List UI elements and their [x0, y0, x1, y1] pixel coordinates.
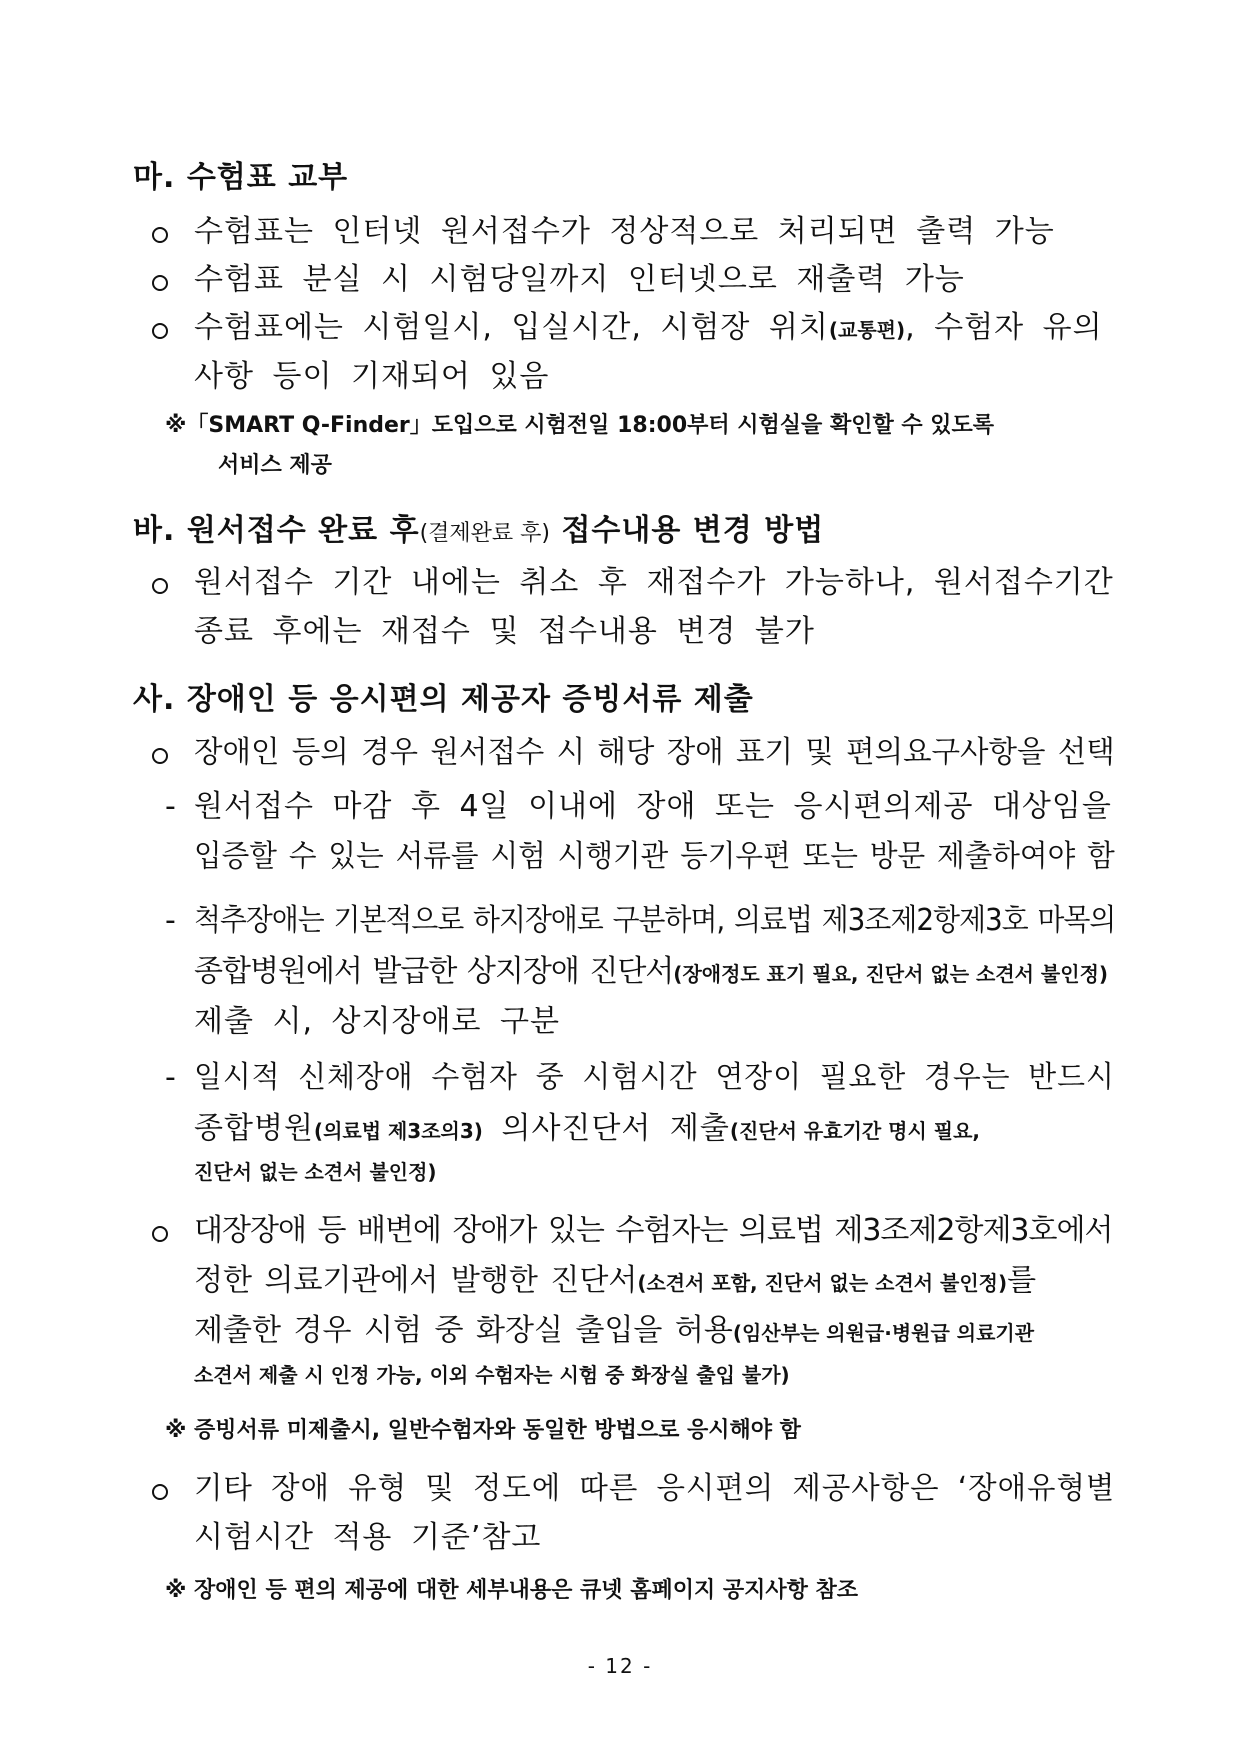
list-item: 수험표 분실 시 시험당일까지 인터넷으로 재출력 가능: [194, 262, 965, 297]
list-item: 대장장애 등 배변에 장애가 있는 수험자는 의료법 제3조제2항제3호에서: [194, 1213, 1113, 1248]
list-item-text: 를: [1007, 1263, 1037, 1298]
sub-item-text: 종합병원에서 발급한 상지장애 진단서: [194, 954, 674, 989]
section-heading-ba: [133, 513, 825, 548]
list-item: 원서접수 기간 내에는 취소 후 재접수가 가능하나, 원서접수기간: [194, 565, 1114, 600]
circle-bullet-icon: [152, 1226, 168, 1242]
dash-bullet-icon: -: [165, 1060, 176, 1095]
circle-bullet-icon: [152, 578, 168, 594]
list-item-continuation: 사항 등이 기재되어 있음: [194, 359, 550, 394]
heading-text: 바. 원서접수 완료 후: [133, 513, 420, 548]
circle-bullet-icon: [152, 275, 168, 291]
list-item-text: 제출한 경우 시험 중 화장실 출입을 허용: [194, 1313, 733, 1348]
sub-item-text: 종합병원: [194, 1111, 314, 1146]
list-item-continuation: [194, 1263, 1037, 1298]
list-item-text: , 수험자 유의: [905, 310, 1103, 345]
list-item: 장애인 등의 경우 원서접수 시 해당 장애 표기 및 편의요구사항을 선택: [194, 735, 1115, 770]
note: ※ 장애인 등 편의 제공에 대한 세부내용은 큐넷 홈페이지 공지사항 참조: [165, 1578, 859, 1603]
list-item-note: (소견서 포함, 진단서 없는 소견서 불인정): [637, 1271, 1008, 1295]
sub-item: 척추장애는 기본적으로 하지장애로 구분하며, 의료법 제3조제2항제3호 마목의: [194, 903, 1116, 938]
heading-text: 접수내용 변경 방법: [550, 513, 825, 548]
list-item-note: (임산부는 의원급·병원급 의료기관: [732, 1321, 1035, 1345]
list-item-continuation: 시험시간 적용 기준’참고: [194, 1520, 542, 1555]
list-item-text: 정한 의료기관에서 발행한 진단서: [194, 1263, 638, 1298]
sub-item-note: (진단서 유효기간 명시 필요,: [729, 1119, 981, 1143]
sub-item-text: 의사진단서 제출: [482, 1111, 730, 1146]
dash-bullet-icon: -: [165, 789, 176, 824]
list-item: [194, 310, 1103, 345]
circle-bullet-icon: [152, 1484, 168, 1500]
heading-note: (결제완료 후): [419, 521, 550, 546]
sub-item-continuation: 입증할 수 있는 서류를 시험 시행기관 등기우편 또는 방문 제출하여야 함: [194, 839, 1115, 874]
list-item-text: 수험표에는 시험일시, 입실시간, 시험장 위치: [194, 310, 829, 345]
sub-item-continuation: [194, 954, 1109, 989]
list-item: 기타 장애 유형 및 정도에 따른 응시편의 제공사항은 ‘장애유형별: [194, 1471, 1116, 1506]
page-number: - 12 -: [587, 1654, 653, 1678]
sub-item-continuation: [194, 1111, 981, 1146]
section-heading-ma: 마. 수험표 교부: [133, 160, 349, 195]
note: ※ 증빙서류 미제출시, 일반수험자와 동일한 방법으로 응시해야 함: [165, 1418, 801, 1443]
list-item-note: 소견서 제출 시 인정 가능, 이외 수험자는 시험 중 화장실 출입 불가): [194, 1363, 790, 1387]
sub-item-note: (장애정도 표기 필요, 진단서 없는 소견서 불인정): [673, 962, 1109, 986]
sub-item-note: (의료법 제3조의3): [313, 1119, 483, 1143]
section-heading-sa: 사. 장애인 등 응시편의 제공자 증빙서류 제출: [133, 682, 754, 717]
sub-item-note: 진단서 없는 소견서 불인정): [194, 1160, 437, 1184]
list-item: 수험표는 인터넷 원서접수가 정상적으로 처리되면 출력 가능: [194, 214, 1055, 249]
list-item-note: (교통편): [828, 318, 906, 342]
circle-bullet-icon: [152, 323, 168, 339]
circle-bullet-icon: [152, 748, 168, 764]
list-item-continuation: [194, 1313, 1035, 1348]
list-item-continuation: 종료 후에는 재접수 및 접수내용 변경 불가: [194, 614, 815, 649]
note-continuation: 서비스 제공: [218, 453, 332, 478]
circle-bullet-icon: [152, 227, 168, 243]
sub-item: 원서접수 마감 후 4일 이내에 장애 또는 응시편의제공 대상임을: [194, 789, 1112, 824]
sub-item-continuation: 제출 시, 상지장애로 구분: [194, 1004, 560, 1039]
note: ※「SMART Q-Finder」도입으로 시험전일 18:00부터 시험실을 확인할 수 있도록: [165, 413, 995, 438]
sub-item: 일시적 신체장애 수험자 중 시험시간 연장이 필요한 경우는 반드시: [194, 1060, 1115, 1095]
dash-bullet-icon: -: [165, 903, 176, 938]
